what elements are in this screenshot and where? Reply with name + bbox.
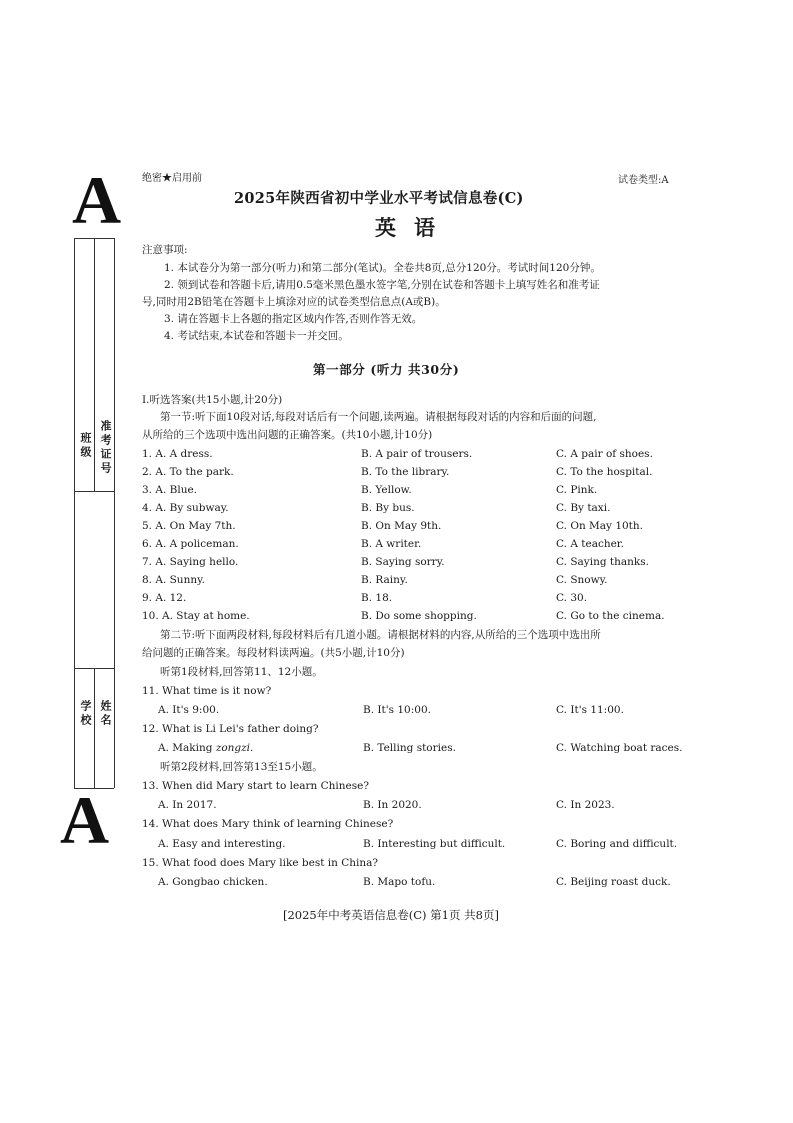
option-a: A. It's 9:00. [158,704,220,716]
exam-title: 2025年陕西省初中学业水平考试信息卷(C) [234,190,524,207]
option-c: C. 30. [556,592,588,604]
option-a: 2. A. To the park. [142,466,234,478]
notes-heading: 注意事项: [142,244,188,256]
option-a [158,742,253,755]
option-a: A. Gongbao chicken. [158,876,268,888]
option-c: C. A teacher. [556,538,625,550]
question-text: 13. When did Mary start to learn Chinese? [142,780,369,792]
option-b: B. It's 10:00. [363,704,431,716]
page-footer: [2025年中考英语信息卷(C) 第1页 共8页] [283,908,499,922]
option-a: 9. A. 12. [142,592,187,604]
option-c: C. A pair of shoes. [556,448,653,460]
option-b: B. Interesting but difficult. [363,838,506,850]
question-text: 14. What does Mary think of learning Chinese? [142,818,394,830]
name-label: 姓名 [99,700,112,728]
option-c: C. Watching boat races. [556,742,683,754]
option-b: B. Yellow. [361,484,412,496]
class-label: 班级 [79,432,92,460]
option-c: C. Saying thanks. [556,556,649,568]
paper-letter-top: A [72,162,122,238]
section-intro: 从所给的三个选项中选出问题的正确答案。(共10小题,计10分) [142,429,433,441]
question-text: 11. What time is it now? [142,685,272,697]
option-a: 7. A. Saying hello. [142,556,239,568]
material-instruction: 听第2段材料,回答第13至15小题。 [160,761,323,773]
note-item: 号,同时用2B铅笔在答题卡上填涂对应的试卷类型信息点(A或B)。 [142,296,446,308]
option-c: C. Go to the cinema. [556,610,665,622]
option-a: 5. A. On May 7th. [142,520,236,532]
option-a: 8. A. Sunny. [142,574,205,586]
paper-type: 试卷类型:A [618,175,669,186]
option-a-prefix: A. Making [158,742,216,754]
option-a-suffix: . [250,742,254,754]
confidential-mark: 绝密★启用前 [142,173,202,184]
option-b: B. In 2020. [363,799,422,811]
option-a: A. In 2017. [158,799,217,811]
option-b: B. Rainy. [361,574,408,586]
option-c: C. It's 11:00. [556,704,624,716]
exam-number-label: 准考证号 [99,420,112,476]
option-a: 6. A. A policeman. [142,538,239,550]
note-item: 3. 请在答题卡上各题的指定区域内作答,否则作答无效。 [164,313,423,325]
option-b: B. To the library. [361,466,450,478]
option-b: B. A pair of trousers. [361,448,473,460]
option-c: C. Snowy. [556,574,608,586]
section-intro: 第一节:听下面10段对话,每段对话后有一个问题,读两遍。请根据每段对话的内容和后面的问题, [160,411,597,423]
note-item: 4. 考试结束,本试卷和答题卡一并交回。 [164,330,349,342]
option-b: B. Do some shopping. [361,610,477,622]
option-b: B. By bus. [361,502,415,514]
section-heading: Ⅰ.听选答案(共15小题,计20分) [142,394,283,406]
option-c: C. Beijing roast duck. [556,876,671,888]
option-b: B. Saying sorry. [361,556,445,568]
note-item: 2. 领到试卷和答题卡后,请用0.5毫米黑色墨水签字笔,分别在试卷和答题卡上填写姓名和准考证 [164,279,600,291]
question-text: 15. What food does Mary like best in China? [142,857,379,869]
paper-letter-bottom: A [60,782,110,858]
option-a: 1. A. A dress. [142,448,213,460]
option-b: B. A writer. [361,538,422,550]
option-c: C. By taxi. [556,502,611,514]
school-label: 学校 [79,700,92,728]
question-text: 12. What is Li Lei's father doing? [142,723,319,735]
option-b: B. 18. [361,592,393,604]
option-a: 4. A. By subway. [142,502,229,514]
section-intro: 给问题的正确答案。每段材料读两遍。(共5小题,计10分) [142,647,405,659]
option-a: A. Easy and interesting. [158,838,286,850]
option-a-italic-word: zongzi [215,742,251,754]
part-one-heading: 第一部分 (听力 共30分) [313,362,460,377]
option-c: C. Boring and difficult. [556,838,678,850]
option-b: B. On May 9th. [361,520,442,532]
option-b: B. Mapo tofu. [363,876,436,888]
subject-title: 英语 [375,215,453,240]
material-instruction: 听第1段材料,回答第11、12小题。 [160,666,323,678]
note-item: 1. 本试卷分为第一部分(听力)和第二部分(笔试)。全卷共8页,总分120分。考试时间120分钟。 [164,262,601,274]
option-a: 3. A. Blue. [142,484,198,496]
option-c: C. In 2023. [556,799,615,811]
option-c: C. On May 10th. [556,520,644,532]
option-a: 10. A. Stay at home. [142,610,250,622]
option-b: B. Telling stories. [363,742,456,754]
option-c: C. Pink. [556,484,598,496]
option-c: C. To the hospital. [556,466,653,478]
section-intro: 第二节:听下面两段材料,每段材料后有几道小题。请根据材料的内容,从所给的三个选项中选出所 [160,629,601,641]
